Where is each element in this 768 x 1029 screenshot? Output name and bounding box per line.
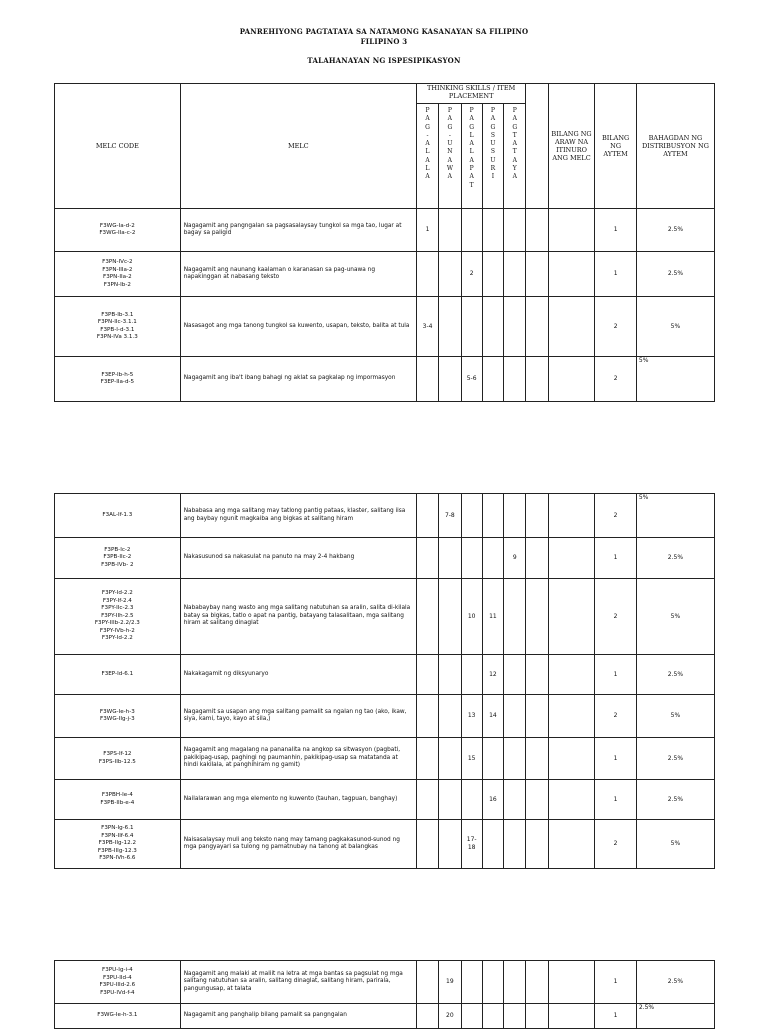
melc-code: F3PB-Ic-2: [104, 546, 131, 553]
melc-code: F3PN-IIc-3.1.1: [97, 319, 137, 325]
bilang-araw-cell: [548, 961, 595, 1004]
melc-text: Nailalarawan ang mga elemento ng kuwento (tauhan, tagpuan, banghay): [180, 780, 416, 820]
melc-code: F3PN-IVa 3.1.3: [96, 334, 138, 340]
item-placement-cell: [504, 780, 526, 820]
bilang-aytem-cell: 1: [595, 252, 637, 297]
header-pagsusuri: PAGSUSURI: [482, 104, 503, 209]
item-placement-cell: 7-8: [439, 494, 461, 538]
bilang-aytem-cell: 1: [595, 209, 637, 252]
melc-text: Nakasusunod sa nakasulat na panuto na may 2-4 hakbang: [180, 538, 416, 579]
bilang-araw-cell: [548, 780, 595, 820]
specification-table-3: [54, 960, 715, 1029]
table-row: [55, 209, 715, 252]
melc-code-cell: [55, 297, 181, 357]
item-placement-cell: [439, 579, 461, 655]
bilang-araw-cell: [548, 655, 595, 695]
item-placement-cell: [416, 961, 438, 1004]
item-placement-cell: [416, 695, 438, 738]
item-placement-cell: [461, 1004, 482, 1029]
melc-text: Nagagamit ang iba't ibang bahagi ng aklat sa pagkalap ng impormasyon: [180, 357, 416, 402]
melc-text: Naisasalaysay muli ang teksto nang may tamang pagkakasunod-sunod ng mga pangyayari sa tulong ng pamatnubay na tanong at balangkas: [180, 820, 416, 869]
item-placement-cell: [504, 579, 526, 655]
melc-text: Nakakagamit ng diksyunaryo: [180, 655, 416, 695]
bilang-aytem-cell: 2: [595, 695, 637, 738]
bilang-araw-cell: [548, 494, 595, 538]
table-row: [55, 655, 715, 695]
item-placement-cell: [504, 820, 526, 869]
melc-code: F3PB-IIc-2: [103, 554, 132, 561]
melc-code: F3EP-Ib-h-5: [101, 371, 134, 378]
header-pag-unawa: PAG-UNAWA: [439, 104, 461, 209]
melc-code: F3PB-IIg-12.2: [98, 840, 137, 847]
bilang-araw-cell: [548, 209, 595, 252]
bilang-aytem-cell: 1: [595, 538, 637, 579]
item-placement-cell: [416, 738, 438, 780]
item-placement-cell: [504, 252, 526, 297]
melc-code: F3WG-IIg-j-3: [100, 716, 135, 722]
item-placement-cell: [416, 655, 438, 695]
item-placement-cell: [482, 738, 503, 780]
document-subtitle: TALAHANAYAN NG ISPESIPIKASYON: [307, 56, 461, 65]
table-row: [55, 961, 715, 1004]
item-placement-cell: [526, 655, 548, 695]
melc-code: F3PY-Id-2.2: [101, 635, 133, 642]
header-bilang-araw: BILANG NG ARAW NA ITINURO ANG MELC: [548, 84, 595, 209]
item-placement-cell: [526, 209, 548, 252]
melc-code: F3WG-Ie-h-3: [99, 708, 135, 715]
melc-code: F3PY-IIIb-2.2/2.3: [94, 620, 140, 627]
item-placement-cell: [504, 357, 526, 402]
melc-code: F3EP-IIa-d-5: [100, 379, 135, 385]
melc-code: F3WG-IIa-c-2: [99, 230, 136, 236]
item-placement-cell: [461, 655, 482, 695]
melc-code-cell: [55, 820, 181, 869]
melc-code: F3PB-Ib-3.1: [101, 311, 134, 318]
melc-code: F3AL-If-1.3: [102, 511, 133, 518]
melc-code: F3PB-IVb- 2: [101, 561, 134, 568]
melc-code: F3PN-IVh-6.6: [99, 855, 136, 862]
table-row: [55, 538, 715, 579]
bilang-aytem-cell: 1: [595, 1004, 637, 1029]
table-row: [55, 252, 715, 297]
bilang-aytem-cell: 1: [595, 655, 637, 695]
header-melc: MELC: [180, 84, 416, 209]
table-row: [55, 695, 715, 738]
item-placement-cell: [439, 695, 461, 738]
melc-text: Nagagamit ang magalang na pananalita na angkop sa sitwasyon (pagbati, pakikipag-usap, paghingi ng paumanhin, pakikipag-usap sa matatanda at hindi kakilala, at panghihiram ng gamit): [180, 738, 416, 780]
melc-code: F3PU-IId-4: [103, 974, 132, 981]
item-placement-cell: 19: [439, 961, 461, 1004]
melc-code: F3PBH-Ie-4: [101, 792, 133, 798]
item-placement-cell: [526, 579, 548, 655]
item-placement-cell: [504, 655, 526, 695]
table-row: [55, 738, 715, 780]
melc-code-cell: [55, 780, 181, 820]
melc-code: F3PS-IIb-12.5: [98, 758, 136, 765]
melc-code-cell: [55, 357, 181, 402]
header-paglalapat: PAGLALAPAT: [461, 104, 482, 209]
melc-text: Nababasa ang mga salitang may tatlong pantig pataas, klaster, salitang iisa ang baybay ngunit magkaiba ang bigkas at salitang hiram: [180, 494, 416, 538]
bahagdan-cell: 5%: [636, 695, 714, 738]
melc-code: F3PY-IIh-2.5: [101, 612, 134, 619]
bahagdan-cell: 5%: [636, 579, 714, 655]
melc-text: Nagagamit ang naunang kaalaman o karanasan sa pag-unawa ng napakinggan at nabasang teksto: [180, 252, 416, 297]
item-placement-cell: 3-4: [416, 297, 438, 357]
header-pag-alala: PAG-ALALA: [416, 104, 438, 209]
item-placement-cell: [526, 538, 548, 579]
item-placement-cell: 10: [461, 579, 482, 655]
bahagdan-cell: 2.5%: [636, 1004, 714, 1029]
bilang-aytem-cell: 1: [595, 738, 637, 780]
item-placement-cell: [439, 538, 461, 579]
specification-table-2: [54, 493, 715, 869]
melc-code: F3PB-IIb-e-4: [100, 799, 135, 806]
bahagdan-cell: 5%: [636, 494, 714, 538]
header-bilang-aytem: BILANG NG AYTEM: [595, 84, 637, 209]
item-placement-cell: [439, 209, 461, 252]
bahagdan-cell: 2.5%: [636, 961, 714, 1004]
item-placement-cell: 5-6: [461, 357, 482, 402]
item-placement-cell: 15: [461, 738, 482, 780]
item-placement-cell: [461, 780, 482, 820]
bilang-aytem-cell: 2: [595, 494, 637, 538]
melc-code: F3PY-If-2.4: [102, 597, 132, 604]
melc-code-cell: [55, 579, 181, 655]
bilang-araw-cell: [548, 695, 595, 738]
item-placement-cell: [482, 252, 503, 297]
item-placement-cell: [416, 579, 438, 655]
item-placement-cell: [526, 494, 548, 538]
item-placement-cell: [526, 780, 548, 820]
item-placement-cell: [461, 209, 482, 252]
header-bahagdan: BAHAGDAN NG DISTRIBUSYON NG AYTEM: [636, 84, 714, 209]
melc-code-cell: [55, 961, 181, 1004]
item-placement-cell: [526, 297, 548, 357]
melc-code: F3PN-IIIa-2: [102, 266, 133, 273]
item-placement-cell: 17-18: [461, 820, 482, 869]
melc-code: F3WG-Ia-d-2: [99, 222, 135, 229]
bahagdan-cell: 2.5%: [636, 252, 714, 297]
bilang-araw-cell: [548, 297, 595, 357]
item-placement-cell: [482, 357, 503, 402]
item-placement-cell: [416, 357, 438, 402]
item-placement-cell: [526, 738, 548, 780]
item-placement-cell: [504, 209, 526, 252]
item-placement-cell: [439, 655, 461, 695]
item-placement-cell: 9: [504, 538, 526, 579]
item-placement-cell: [482, 209, 503, 252]
header-melc-code: MELC CODE: [55, 84, 181, 209]
item-placement-cell: [461, 297, 482, 357]
melc-code: F3PN-IIa-2: [103, 274, 132, 280]
item-placement-cell: [526, 695, 548, 738]
melc-code: F3PB-IIIg-12.3: [97, 847, 137, 854]
melc-text: Nagagamit sa usapan ang mga salitang pamalit sa ngalan ng tao (ako, ikaw, siya, kami, tayo, kayo at sila,): [180, 695, 416, 738]
melc-text: Nababaybay nang wasto ang mga salitang natutuhan sa aralin, salita di-kilala batay sa bigkas, tatlo o apat na pantig, batayang talasalitaan, mga salitang hiram at salitang dinaglat: [180, 579, 416, 655]
melc-code: F3PN-Ig-6.1: [101, 825, 134, 832]
bilang-araw-cell: [548, 1004, 595, 1029]
table-row: [55, 494, 715, 538]
melc-text: Nagagamit ang panghalip bilang pamalit sa pangngalan: [180, 1004, 416, 1029]
item-placement-cell: [504, 695, 526, 738]
melc-code-cell: [55, 209, 181, 252]
item-placement-cell: [416, 252, 438, 297]
item-placement-cell: [416, 1004, 438, 1029]
item-placement-cell: [482, 1004, 503, 1029]
melc-code: F3PY-IIc-2.3: [101, 605, 134, 612]
item-placement-cell: [504, 1004, 526, 1029]
bilang-aytem-cell: 2: [595, 297, 637, 357]
header-pagtataya: PAGTATAYA: [504, 104, 526, 209]
table-body-2: [55, 494, 715, 869]
melc-code: F3PS-If-12: [103, 751, 132, 757]
item-placement-cell: [439, 780, 461, 820]
melc-code-cell: [55, 655, 181, 695]
table-row: [55, 820, 715, 869]
melc-code-cell: [55, 1004, 181, 1029]
item-placement-cell: [416, 538, 438, 579]
item-placement-cell: [482, 297, 503, 357]
melc-code: F3PY-Id-2.2: [101, 590, 133, 597]
item-placement-cell: [439, 357, 461, 402]
table-body-1: [55, 209, 715, 402]
item-placement-cell: 13: [461, 695, 482, 738]
item-placement-cell: 12: [482, 655, 503, 695]
item-placement-cell: [482, 538, 503, 579]
bilang-aytem-cell: 1: [595, 780, 637, 820]
bahagdan-cell: 2.5%: [636, 738, 714, 780]
bilang-araw-cell: [548, 252, 595, 297]
bilang-araw-cell: [548, 579, 595, 655]
item-placement-cell: [439, 738, 461, 780]
item-placement-cell: [439, 297, 461, 357]
item-placement-cell: [461, 494, 482, 538]
bahagdan-cell: 5%: [636, 820, 714, 869]
item-placement-cell: [461, 961, 482, 1004]
melc-code: F3PN-IVc-2: [102, 259, 133, 265]
table-row: [55, 1004, 715, 1029]
item-placement-cell: 11: [482, 579, 503, 655]
melc-code-cell: [55, 695, 181, 738]
item-placement-cell: [416, 494, 438, 538]
item-placement-cell: [416, 820, 438, 869]
melc-code: F3PU-IIId-2.6: [99, 982, 136, 988]
specification-table-1: [54, 83, 715, 402]
bahagdan-cell: 5%: [636, 357, 714, 402]
melc-code-cell: [55, 494, 181, 538]
item-placement-cell: [504, 961, 526, 1004]
bahagdan-cell: 2.5%: [636, 780, 714, 820]
melc-code: F3PU-Ig-i-4: [102, 967, 133, 973]
table-row: [55, 297, 715, 357]
melc-code: F3PY-IVb-h-2: [99, 627, 135, 634]
bilang-araw-cell: [548, 738, 595, 780]
item-placement-cell: [526, 961, 548, 1004]
item-placement-cell: [461, 538, 482, 579]
item-placement-cell: [526, 1004, 548, 1029]
melc-text: Nagagamit ang pangngalan sa pagsasalaysay tungkol sa mga tao, lugar at bagay sa paligid: [180, 209, 416, 252]
bahagdan-cell: 2.5%: [636, 655, 714, 695]
bahagdan-cell: 2.5%: [636, 538, 714, 579]
item-placement-cell: 2: [461, 252, 482, 297]
melc-code-cell: [55, 538, 181, 579]
item-placement-cell: [482, 820, 503, 869]
bahagdan-cell: 5%: [636, 297, 714, 357]
melc-code: F3PU-IVd-f-4: [100, 989, 135, 996]
melc-code: F3PN-Ib-2: [103, 281, 131, 288]
table-body-3: [55, 961, 715, 1029]
bahagdan-cell: 2.5%: [636, 209, 714, 252]
item-placement-cell: 20: [439, 1004, 461, 1029]
item-placement-cell: 1: [416, 209, 438, 252]
melc-text: Nagagamit ang malaki at maliit na letra at mga bantas sa pagsulat ng mga salitang natutuhan sa aralin, salitang dinaglat, salitang hiram, parirala, pangungusap, at talata: [180, 961, 416, 1004]
item-placement-cell: [416, 780, 438, 820]
item-placement-cell: 16: [482, 780, 503, 820]
header-blank: [526, 84, 548, 209]
melc-code-cell: [55, 252, 181, 297]
document-title: PANREHIYONG PAGTATAYA SA NATAMONG KASANAYAN SA FILIPINO: [239, 27, 529, 36]
bilang-araw-cell: [548, 820, 595, 869]
melc-code-cell: [55, 738, 181, 780]
item-placement-cell: [526, 252, 548, 297]
melc-code: F3PB-I-d-3.1: [100, 326, 135, 333]
bilang-aytem-cell: 2: [595, 357, 637, 402]
bilang-aytem-cell: 2: [595, 579, 637, 655]
document-subject: FILIPINO 3: [360, 37, 408, 46]
bilang-araw-cell: [548, 357, 595, 402]
table-row: [55, 357, 715, 402]
melc-code: F3WG-Ie-h-3.1: [97, 1012, 138, 1019]
item-placement-cell: [504, 494, 526, 538]
melc-code: F3EP-Id-6.1: [101, 670, 134, 677]
item-placement-cell: [504, 738, 526, 780]
item-placement-cell: [526, 820, 548, 869]
item-placement-cell: 14: [482, 695, 503, 738]
bilang-aytem-cell: 2: [595, 820, 637, 869]
item-placement-cell: [526, 357, 548, 402]
item-placement-cell: [482, 494, 503, 538]
melc-code: F3PN-IIf-6.4: [101, 832, 134, 839]
table-row: [55, 780, 715, 820]
item-placement-cell: [504, 297, 526, 357]
bilang-aytem-cell: 1: [595, 961, 637, 1004]
item-placement-cell: [439, 252, 461, 297]
melc-text: Nasasagot ang mga tanong tungkol sa kuwento, usapan, teksto, balita at tula: [180, 297, 416, 357]
bilang-araw-cell: [548, 538, 595, 579]
header-thinking-skills: THINKING SKILLS / ITEM PLACEMENT: [416, 84, 526, 104]
item-placement-cell: [439, 820, 461, 869]
item-placement-cell: [482, 961, 503, 1004]
table-row: [55, 579, 715, 655]
